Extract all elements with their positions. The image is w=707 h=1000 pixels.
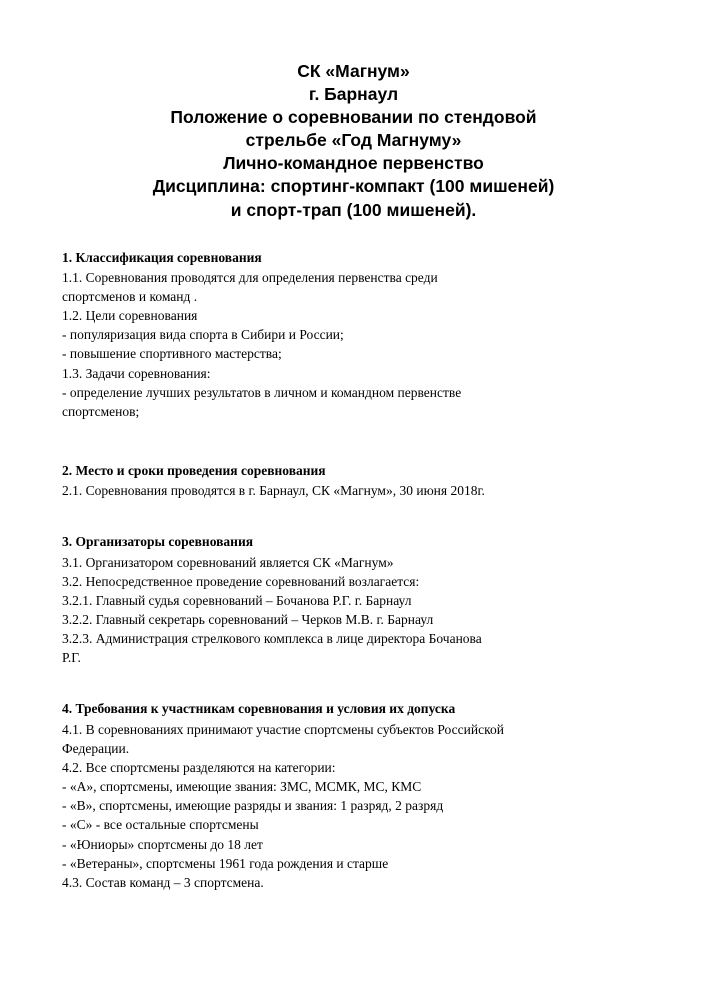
section-paragraph: Федерации. — [62, 740, 130, 756]
section-classification — [62, 248, 645, 421]
title-line-6: Дисциплина: спортинг-компакт (100 мишеней) — [152, 176, 555, 197]
section-paragraph: 4.1. В соревнованиях принимают участие спортсмены субъектов Российской — [62, 721, 504, 737]
section-spacer — [62, 681, 645, 699]
section-paragraph: - «Ветераны», спортсмены 1961 года рождения и старше — [62, 855, 389, 871]
section-paragraph: - «Юниоры» спортсмены до 18 лет — [62, 836, 263, 852]
section-paragraph: - «В», спортсмены, имеющие разряды и звания: 1 разряд, 2 разряд — [62, 798, 444, 814]
section-heading: 3. Организаторы соревнования — [62, 534, 254, 550]
section-paragraph: 3.2.1. Главный судья соревнований – Бочанова Р.Г. г. Барнаул — [62, 592, 412, 608]
section-spacer — [62, 514, 645, 532]
section-heading: 4. Требования к участникам соревнования и условия их допуска — [62, 701, 456, 717]
section-place-and-dates — [62, 461, 645, 500]
section-paragraph: 1.2. Цели соревнования — [62, 308, 198, 324]
section-spacer — [62, 435, 645, 461]
section-paragraph: спортсменов; — [62, 403, 140, 419]
title-line-3: Положение о соревновании по стендовой — [170, 107, 537, 128]
section-paragraph: - определение лучших результатов в личном и командном первенстве — [62, 384, 462, 400]
section-paragraph: - «С» - все остальные спортсмены — [62, 817, 259, 833]
title-line-2: г. Барнаул — [308, 84, 399, 105]
section-organizers — [62, 532, 645, 667]
section-paragraph: 1.1. Соревнования проводятся для определения первенства среди — [62, 269, 438, 285]
section-paragraph: спортсменов и команд . — [62, 288, 198, 304]
title-line-1: СК «Магнум» — [297, 61, 410, 81]
section-paragraph: 3.2.3. Администрация стрелкового комплекса в лице директора Бочанова — [62, 631, 482, 647]
section-paragraph: - «А», спортсмены, имеющие звания: ЗМС, МСМК, МС, КМС — [62, 779, 422, 795]
section-paragraph: 4.2. Все спортсмены разделяются на категории: — [62, 759, 336, 775]
section-paragraph: - повышение спортивного мастерства; — [62, 346, 282, 362]
section-heading: 1. Классификация соревнования — [62, 249, 262, 265]
section-paragraph: 2.1. Соревнования проводятся в г. Барнаул, СК «Магнум», 30 июня 2018г. — [62, 483, 485, 499]
section-paragraph: 4.3. Состав команд – 3 спортсмена. — [62, 874, 264, 890]
section-heading: 2. Место и сроки проведения соревнования — [62, 463, 326, 479]
title-line-7: и спорт-трап (100 мишеней). — [230, 199, 477, 220]
section-participant-requirements — [62, 699, 645, 892]
section-paragraph: 1.3. Задачи соревнования: — [62, 365, 211, 381]
section-paragraph: Р.Г. — [62, 650, 81, 666]
title-line-5: Лично-командное первенство — [223, 153, 484, 174]
section-paragraph: - популяризация вида спорта в Сибири и России; — [62, 327, 344, 343]
title-line-4: стрельбе «Год Магнуму» — [245, 130, 462, 151]
section-paragraph: 3.1. Организатором соревнований является СК «Магнум» — [62, 554, 394, 570]
section-paragraph: 3.2.2. Главный секретарь соревнований – Черков М.В. г. Барнаул — [62, 612, 434, 627]
section-paragraph: 3.2. Непосредственное проведение соревнований возлагается: — [62, 573, 420, 589]
page-title — [62, 60, 645, 222]
